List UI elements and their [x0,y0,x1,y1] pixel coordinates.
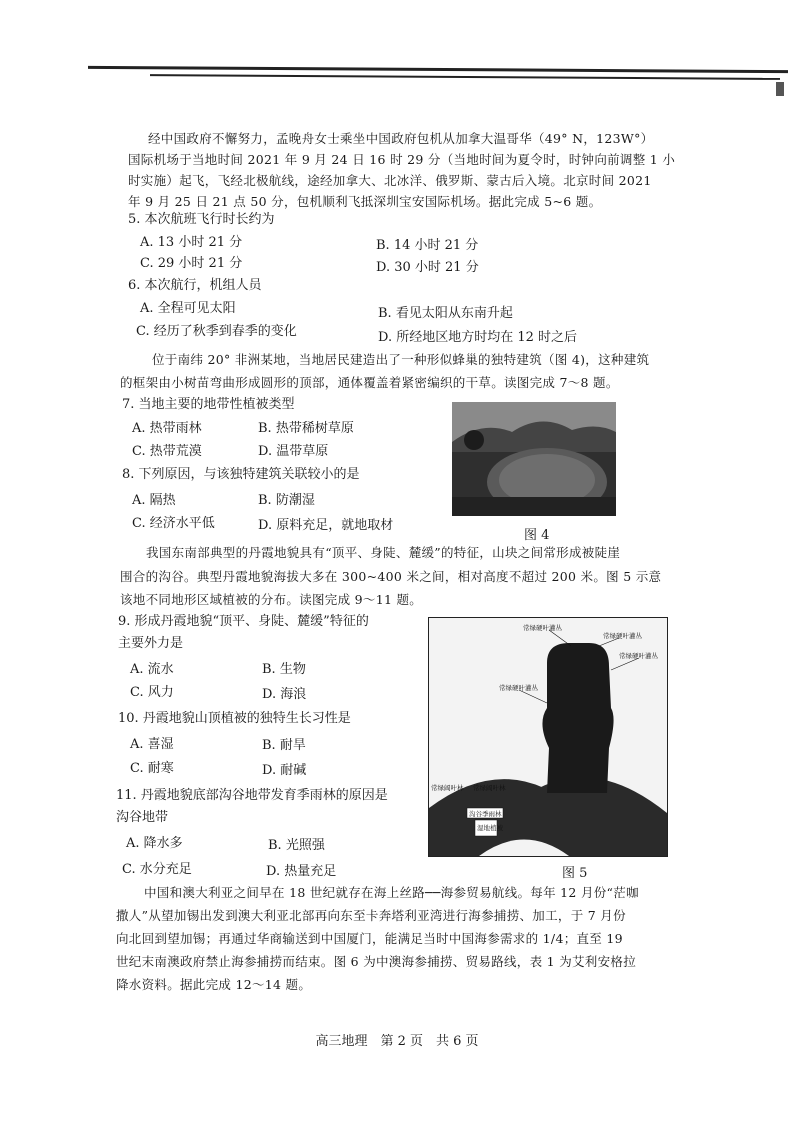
q9-option-b[interactable]: B. 生物 [262,662,306,677]
q8-option-c[interactable]: C. 经济水平低 [132,516,215,531]
intro1-line-2: 国际机场于当地时间 2021 年 9 月 24 日 16 时 29 分（当地时间为夏令时，时钟向前调整 1 小 [128,152,676,167]
fig5-label-base-mid: 常绿阔叶林 [473,784,506,792]
fig5-label-middle: 常绿硬叶灌丛 [499,684,538,692]
page-footer: 高三地理 第 2 页 共 6 页 [315,1034,479,1049]
figure-4-caption: 图 4 [524,528,550,543]
intro1-line-1: 经中国政府不懈努力，孟晚舟女士乘坐中国政府包机从加拿大温哥华（49° N，123W°） [148,131,654,146]
q10-option-d[interactable]: D. 耐碱 [262,763,307,778]
q5-option-c[interactable]: C. 29 小时 21 分 [140,256,243,271]
intro3-line-2: 围合的沟谷。典型丹霞地貌海拔大多在 300~400 米之间，相对高度不超过 200 米。图 5 示意 [120,569,662,584]
q10-option-a[interactable]: A. 喜湿 [130,737,174,752]
fig5-label-valley: 沟谷季雨林 [469,810,502,818]
header-rule [88,66,788,73]
q5-option-b[interactable]: B. 14 小时 21 分 [376,238,479,253]
intro1-line-4: 年 9 月 25 日 21 点 50 分，包机顺利飞抵深圳宝安国际机场。据此完成 5~6 题。 [128,194,602,209]
q8-option-a[interactable]: A. 隔热 [132,493,176,508]
q10-option-b[interactable]: B. 耐旱 [262,738,306,753]
figure-5-diagram [428,617,668,857]
q7-option-a[interactable]: A. 热带雨林 [132,421,202,436]
hut-illustration [452,402,616,516]
intro2-line-2: 的框架由小树苗弯曲形成圆形的顶部，通体覆盖着紧密编织的干草。读图完成 7～8 题。 [120,375,619,390]
q5-option-d[interactable]: D. 30 小时 21 分 [376,260,479,275]
figure-5-caption: 图 5 [562,866,588,881]
q7-option-b[interactable]: B. 热带稀树草原 [258,421,354,436]
q8-option-b[interactable]: B. 防潮湿 [258,493,315,508]
danxia-vegetation-diagram [429,618,667,856]
q9-option-a[interactable]: A. 流水 [130,662,174,677]
scan-mark [776,82,784,96]
fig5-label-top-right: 常绿硬叶灌丛 [603,632,642,640]
q8-option-d[interactable]: D. 原料充足，就地取材 [258,518,394,533]
q6-option-c[interactable]: C. 经历了秋季到春季的变化 [136,324,297,339]
question-9-stem: 9. 形成丹霞地貌“顶平、身陡、麓缓”特征的 [118,614,369,629]
q11-option-a[interactable]: A. 降水多 [126,836,183,851]
q6-option-a[interactable]: A. 全程可见太阳 [140,301,236,316]
question-11-stem: 11. 丹霞地貌底部沟谷地带发育季雨林的原因是 [116,788,388,803]
intro4-line-2: 撒人”从望加锡出发到澳大利亚北部再向东至卡奔塔利亚湾进行海参捕捞、加工，于 7 月份 [116,908,626,923]
intro3-line-3: 该地不同地形区域植被的分布。读图完成 9～11 题。 [120,592,423,607]
q6-option-b[interactable]: B. 看见太阳从东南升起 [378,306,513,321]
fig5-label-top-left: 常绿硬叶灌丛 [523,624,562,632]
header-rule-secondary [150,74,780,80]
figure-4-photo [452,402,616,516]
fig5-label-base-left: 常绿阔叶林 [431,784,464,792]
q9-option-d[interactable]: D. 海浪 [262,687,307,702]
intro4-line-1: 中国和澳大利亚之间早在 18 世纪就存在海上丝路──海参贸易航线。每年 12 月份“茫咖 [144,885,639,900]
question-8-stem: 8. 下列原因，与该独特建筑关联较小的是 [122,467,360,482]
q5-option-a[interactable]: A. 13 小时 21 分 [140,235,243,250]
intro4-line-4: 世纪末南澳政府禁止海参捕捞而结束。图 6 为中澳海参捕捞、贸易路线，表 1 为艾利安格拉 [116,954,637,969]
fig5-label-wetland: 湿地植被 [477,824,503,832]
intro2-line-1: 位于南纬 20° 非洲某地，当地居民建造出了一种形似蜂巢的独特建筑（图 4)，这种建筑 [152,352,650,367]
question-7-stem: 7. 当地主要的地带性植被类型 [122,397,295,412]
question-5-stem: 5. 本次航班飞行时长约为 [128,212,275,227]
intro1-line-3: 时实施）起飞，飞经北极航线，途经加拿大、北冰洋、俄罗斯、蒙古后入境。北京时间 2021 [128,173,652,188]
q11-option-b[interactable]: B. 光照强 [268,838,325,853]
q7-option-c[interactable]: C. 热带荒漠 [132,444,202,459]
intro4-line-3: 向北回到望加锡；再通过华商输送到中国厦门，能满足当时中国海参需求的 1/4；直至 19 [116,931,623,946]
question-9-stem-cont: 主要外力是 [118,636,184,651]
q10-option-c[interactable]: C. 耐寒 [130,761,174,776]
question-6-stem: 6. 本次航行，机组人员 [128,278,262,293]
q11-option-d[interactable]: D. 热量充足 [266,864,337,879]
intro3-line-1: 我国东南部典型的丹霞地貌具有“顶平、身陡、麓缓”的特征，山块之间常形成被陡崖 [146,545,621,560]
intro4-line-5: 降水资料。据此完成 12～14 题。 [116,977,312,992]
q11-option-c[interactable]: C. 水分充足 [122,862,192,877]
question-11-stem-cont: 沟谷地带 [116,810,169,825]
q6-option-d[interactable]: D. 所经地区地方时均在 12 时之后 [378,330,578,345]
q7-option-d[interactable]: D. 温带草原 [258,444,329,459]
q9-option-c[interactable]: C. 风力 [130,685,174,700]
fig5-label-right: 常绿硬叶灌丛 [619,652,658,660]
question-10-stem: 10. 丹霞地貌山顶植被的独特生长习性是 [118,711,351,726]
